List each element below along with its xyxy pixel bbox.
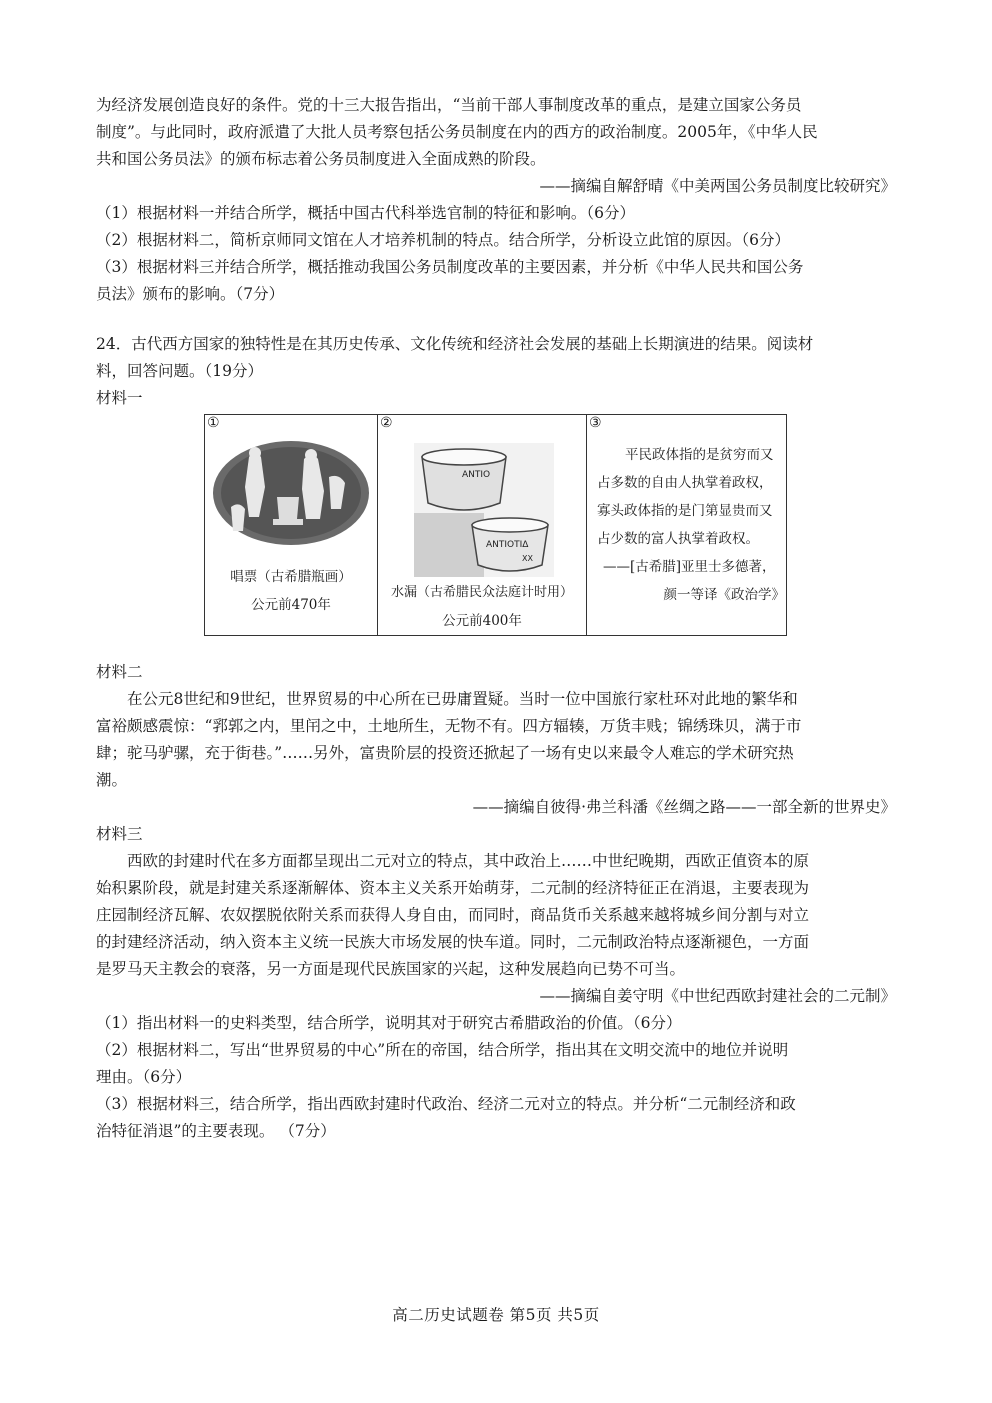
subquestion: （2）根据材料二，写出“世界贸易的中心”所在的帝国，结合所学，指出其在文明交流中的地位并说明 [96, 1041, 789, 1059]
text-line: 料，回答问题。（19分） [96, 362, 263, 380]
subquestion: 理由。（6分） [96, 1068, 192, 1086]
text-line: 西欧的封建时代在多方面都呈现出二元对立的特点，其中政治上……中世纪晚期，西欧正值资本的原 [127, 852, 810, 870]
quote-source: 颜一等译《政治学》 [663, 587, 785, 603]
source-citation: ——摘编自解舒晴《中美两国公务员制度比较研究》 [539, 177, 896, 195]
figure-number: ① [207, 415, 220, 431]
material-2-label: 材料二 [96, 663, 143, 681]
text-line: 是罗马天主教会的衰落，另一方面是现代民族国家的兴起，这种发展趋向已势不可当。 [96, 960, 686, 978]
quote-line: 寡头政体指的是门第显贵而又 [597, 503, 773, 519]
subquestion: （3）根据材料三并结合所学，概括推动我国公务员制度改革的主要因素，并分析《中华人民共和国公务 [96, 258, 804, 276]
text-line: 富裕颇感震惊：“郛郭之内，里闬之中，土地所生，无物不有。四方辐辏，万货丰贱；锦绣珠贝，满于市 [96, 717, 802, 735]
quote-line: 平民政体指的是贫穷而又 [625, 447, 774, 463]
figure-cell-water-clock [378, 415, 587, 635]
text-line: 的封建经济活动，纳入资本主义统一民族大市场发展的快车道。同时，二元制政治特点逐渐褪色，一方面 [96, 933, 810, 951]
figure-date: 公元前470年 [251, 597, 331, 613]
figure-cell-quote [587, 415, 786, 635]
subquestion: （1）指出材料一的史料类型，结合所学，说明其对于研究古希腊政治的价值。（6分） [96, 1014, 682, 1032]
question-24-subquestions [96, 1010, 896, 1145]
text-line: 庄园制经济瓦解、农奴摆脱依附关系而获得人身自由，而同时，商品货币关系越来越将城乡间分割与对立 [96, 906, 810, 924]
subquestion: 治特征消退”的主要表现。 （7分） [96, 1122, 336, 1140]
text-line: 肆；驼马驴骡，充于街巷。”……另外，富贵阶层的投资还掀起了一场有史以来最令人难忘的学术研究热 [96, 744, 794, 762]
material-3-text [96, 848, 896, 1010]
subquestion: （1）根据材料一并结合所学，概括中国古代科举选官制的特征和影响。（6分） [96, 204, 635, 222]
aristotle-quote [597, 441, 785, 609]
subquestion: （2）根据材料二，简析京师同文馆在人才培养机制的特点。结合所学，分析设立此馆的原因。（6分） [96, 231, 790, 249]
vase-painting-image [209, 437, 373, 563]
source-citation: ——摘编自彼得·弗兰科潘《丝绸之路——一部全新的世界史》 [472, 798, 896, 816]
material-1-figure-table [204, 414, 787, 636]
figure-number: ② [380, 415, 393, 431]
source-citation: ——摘编自姜守明《中世纪西欧封建社会的二元制》 [539, 987, 896, 1005]
figure-number: ③ [589, 415, 602, 431]
figure-cell-vase [205, 415, 378, 635]
text-line: 潮。 [96, 771, 128, 789]
exam-page [96, 92, 896, 1145]
material-2-text [96, 686, 896, 821]
figure-caption: 水漏（古希腊民众法庭计时用） [390, 585, 573, 600]
figure-caption: 唱票（古希腊瓶画） [230, 569, 352, 585]
material-3-label: 材料三 [96, 825, 143, 843]
quote-line: 占多数的自由人执掌着政权， [597, 475, 773, 491]
text-line: 为经济发展创造良好的条件。党的十三大报告指出，“当前干部人事制度改革的重点，是建立国家公务员 [96, 96, 802, 114]
text-line: 制度”。与此同时，政府派遣了大批人员考察包括公务员制度在内的西方的政治制度。2005年，《中华人民 [96, 123, 818, 141]
quote-source: ——[古希腊]亚里士多德著， [603, 559, 776, 575]
text-line: 共和国公务员法》的颁布标志着公务员制度进入全面成熟的阶段。 [96, 150, 546, 168]
subquestion: 员法》颁布的影响。（7分） [96, 285, 285, 303]
text-line: 在公元8世纪和9世纪，世界贸易的中心所在已毋庸置疑。当时一位中国旅行家杜环对此地的繁华和 [127, 690, 798, 708]
top-paragraph [96, 92, 896, 200]
water-clock-image [414, 443, 554, 577]
question-24-intro [96, 331, 896, 385]
figure-date: 公元前400年 [442, 613, 522, 629]
subquestion: （3）根据材料三，结合所学，指出西欧封建时代政治、经济二元对立的特点。并分析“二元制经济和政 [96, 1095, 796, 1113]
quote-line: 占少数的富人执掌着政权。 [597, 531, 759, 547]
svg-text:ANTIO: ANTIO [462, 470, 491, 480]
text-line: 24．古代西方国家的独特性是在其历史传承、文化传统和经济社会发展的基础上长期演进的结果。阅读材 [96, 335, 814, 353]
question-23-subquestions [96, 200, 896, 308]
text-line: 始积累阶段，就是封建关系逐渐解体、资本主义关系开始萌芽，二元制的经济特征正在消退，主要表现为 [96, 879, 810, 897]
page-footer: 高二历史试题卷 第5页 共5页 [392, 1306, 600, 1324]
svg-text:ANTIOTIΔ: ANTIOTIΔ [486, 540, 529, 550]
material-1-label: 材料一 [96, 389, 143, 407]
svg-text:XX: XX [522, 554, 533, 563]
